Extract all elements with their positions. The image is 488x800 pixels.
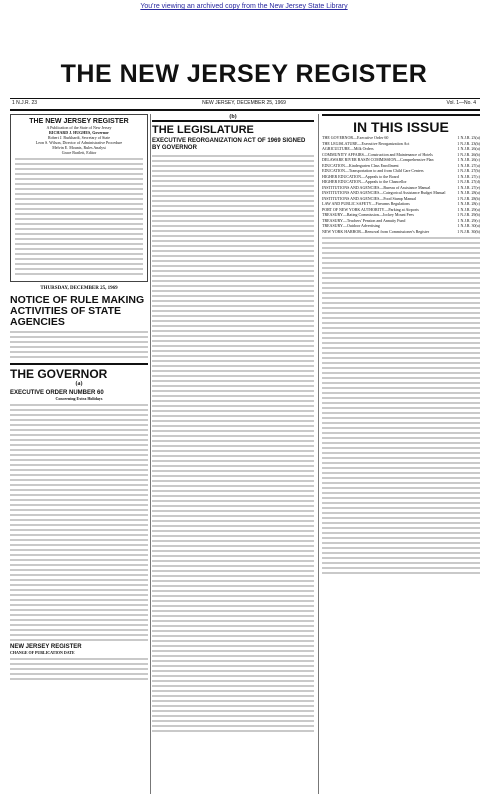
toc-entry-label: EDUCATION—Transportation to and from Child Care Centers bbox=[322, 168, 424, 173]
toc-entry-ref: 1 N.J.R. 28(c) bbox=[457, 201, 480, 206]
issue-volume: Vol. 1—No. 4 bbox=[446, 100, 476, 106]
toc-entry-ref: 1 N.J.R. 28(a) bbox=[457, 190, 480, 195]
toc-entry-label: PORT OF NEW YORK AUTHORITY—Parking at Airports bbox=[322, 206, 419, 212]
toc-entry-ref: 1 N.J.R. 23(b) bbox=[457, 140, 480, 146]
box-line: Melvin E. Mounts, Rules Analyst bbox=[52, 145, 106, 150]
toc-entry-ref: 1 N.J.R. 26(c) bbox=[457, 157, 480, 162]
toc-entry-label: TREASURY—Teachers' Pension and Annuity Fund bbox=[322, 217, 406, 223]
left-column bbox=[10, 114, 148, 794]
publication-date: THURSDAY, DECEMBER 25, 1969 bbox=[40, 286, 118, 291]
toc-entry-label: EDUCATION—Kindergarten Class Enrollment bbox=[322, 162, 399, 168]
notice-intro-text bbox=[10, 331, 148, 358]
issue-date: NEW JERSEY, DECEMBER 25, 1969 bbox=[202, 100, 286, 106]
toc-entry-label: TREASURY—Outdoor Advertising bbox=[322, 223, 380, 228]
right-column bbox=[322, 114, 480, 794]
toc-entry-ref: 1 N.J.R. 27(d) bbox=[457, 179, 480, 184]
executive-order-text bbox=[10, 404, 148, 641]
toc-entry-ref: 1 N.J.R. 29(b) bbox=[457, 212, 480, 217]
register-notice-text bbox=[10, 658, 148, 680]
box-body-text bbox=[15, 158, 143, 275]
toc-entry-label: INSTITUTIONS AND AGENCIES—Bureau of Assistance Manual bbox=[322, 184, 431, 190]
table-of-contents bbox=[322, 135, 480, 234]
executive-order-heading: EXECUTIVE ORDER NUMBER 60 bbox=[10, 390, 104, 396]
toc-entry bbox=[322, 229, 480, 235]
box-line: Leon S. Wilson, Director of Administrative Procedure bbox=[35, 140, 123, 145]
box-line: Grace Bartlett, Editor bbox=[61, 150, 97, 155]
archive-banner[interactable]: You're viewing an archived copy from the New Jersey State Library bbox=[140, 3, 348, 10]
governor-heading: THE GOVERNOR bbox=[10, 363, 148, 381]
section-tag-b: (b) bbox=[229, 114, 237, 120]
right-column-text bbox=[322, 237, 480, 574]
column-divider bbox=[318, 114, 319, 794]
toc-entry-label: COMMUNITY AFFAIRS—Construction and Maintenance of Hotels bbox=[322, 151, 433, 157]
toc-entry-label: INSTITUTIONS AND AGENCIES—Categorical Assistance Budget Manual bbox=[322, 190, 446, 195]
box-title: THE NEW JERSEY REGISTER bbox=[29, 118, 129, 125]
center-column bbox=[152, 114, 314, 794]
toc-entry-label: HIGHER EDUCATION—Appeals to the Chancellor bbox=[322, 179, 407, 184]
box-line: Robert J. Burkhardt, Secretary of State bbox=[47, 135, 111, 140]
toc-entry-ref: 1 N.J.R. 29(a) bbox=[457, 206, 480, 212]
toc-entry-label: HIGHER EDUCATION—Appeals to the Board bbox=[322, 173, 399, 179]
toc-entry-ref: 1 N.J.R. 23(a) bbox=[457, 135, 480, 140]
masthead-box bbox=[10, 114, 148, 282]
toc-entry-label: THE LEGISLATURE—Executive Reorganization Act bbox=[322, 140, 410, 146]
section-tag-a: (a) bbox=[75, 381, 83, 387]
box-line: RICHARD J. HUGHES, Governor bbox=[49, 130, 109, 135]
issue-citation: 1 N.J.R. 23 bbox=[12, 100, 38, 106]
toc-entry-ref: 1 N.J.R. 29(c) bbox=[457, 217, 480, 223]
toc-entry-label: DELAWARE RIVER BASIN COMMISSION—Comprehensive Plan bbox=[322, 157, 434, 162]
notice-heading: NOTICE OF RULE MAKING ACTIVITIES OF STATE AGENCIES bbox=[10, 294, 145, 328]
toc-entry-ref: 1 N.J.R. 27(c) bbox=[457, 173, 480, 179]
toc-entry-ref: 1 N.J.R. 27(e) bbox=[457, 184, 480, 190]
toc-entry-ref: 1 N.J.R. 26(a) bbox=[457, 146, 480, 151]
header-rule-thick bbox=[10, 109, 480, 111]
toc-entry-label: NEW YORK HARBOR—Removal from Commissioner's Register bbox=[322, 228, 430, 234]
column-divider bbox=[150, 114, 151, 794]
toc-entry-ref: 1 N.J.R. 26(b) bbox=[457, 151, 480, 157]
toc-entry-label: LAW AND PUBLIC SAFETY—Firearms Regulations bbox=[322, 201, 410, 206]
reorganization-act-heading: EXECUTIVE REORGANIZATION ACT OF 1969 SIGNED BY GOVERNOR bbox=[152, 138, 306, 151]
toc-entry-ref: 1 N.J.R. 30(b) bbox=[457, 228, 480, 234]
toc-entry-ref: 1 N.J.R. 30(a) bbox=[457, 223, 480, 228]
box-subtitle: A Publication of the State of New Jersey bbox=[46, 125, 112, 130]
toc-entry-ref: 1 N.J.R. 27(b) bbox=[457, 168, 480, 173]
legislature-heading: THE LEGISLATURE bbox=[152, 120, 314, 136]
masthead-title: THE NEW JERSEY REGISTER bbox=[60, 60, 428, 88]
toc-entry-label: THE GOVERNOR—Executive Order 60 bbox=[322, 135, 389, 140]
reorganization-act-text bbox=[152, 155, 314, 732]
toc-entry-label: INSTITUTIONS AND AGENCIES—Food Stamp Manual bbox=[322, 195, 416, 201]
register-notice-subheading: CHANGE OF PUBLICATION DATE bbox=[10, 650, 75, 655]
toc-entry-label: TREASURY—Rating Commission—Jockey Mount Fees bbox=[322, 212, 414, 217]
executive-order-subject: Concerning Extra Holidays bbox=[55, 396, 103, 401]
toc-entry-ref: 1 N.J.R. 27(a) bbox=[457, 162, 480, 168]
register-notice-heading: NEW JERSEY REGISTER bbox=[10, 644, 82, 650]
toc-entry-ref: 1 N.J.R. 28(b) bbox=[457, 195, 480, 201]
in-this-issue-heading: IN THIS ISSUE bbox=[322, 114, 480, 135]
header-rule bbox=[10, 98, 480, 99]
toc-entry-label: AGRICULTURE—Milk Orders bbox=[322, 146, 374, 151]
